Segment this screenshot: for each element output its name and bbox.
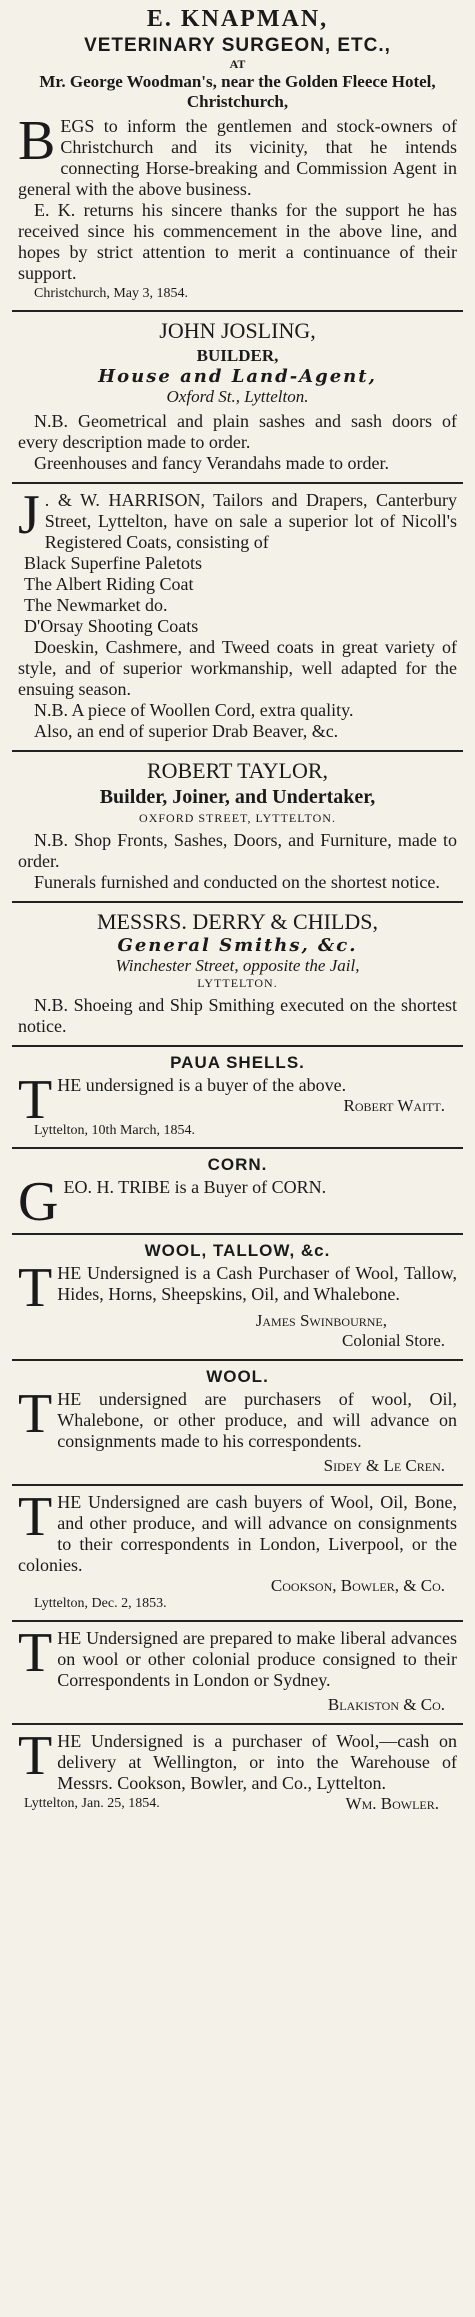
ad-paragraph: HE Undersigned is a Cash Purchaser of Wool, Tallow, Hides, Horns, Sheepskins, Oil, and Whalebone.: [57, 1263, 457, 1304]
ad-title: General Smiths, &c.: [117, 935, 358, 956]
ad-address: Oxford St., Lyttelton.: [166, 387, 309, 406]
ad-swinbourne: [12, 1241, 463, 1351]
ad-date: Christchurch, May 3, 1854.: [34, 286, 188, 301]
ad-heading: WOOL, TALLOW, &c.: [144, 1241, 331, 1260]
ad-name: MESSRS. DERRY & CHILDS,: [97, 909, 378, 934]
ad-paragraph: EO. H. TRIBE is a Buyer of CORN.: [63, 1177, 327, 1197]
ad-signature: Cookson, Bowler, & Co.: [270, 1576, 445, 1595]
ad-town: LYTTELTON.: [197, 976, 278, 990]
ad-paragraph: Also, an end of superior Drab Beaver, &c.: [34, 721, 339, 741]
list-item: D'Orsay Shooting Coats: [24, 616, 199, 636]
divider: [12, 750, 463, 752]
ad-harrison: [12, 484, 463, 742]
list-item: The Newmarket do.: [24, 595, 168, 615]
list-item: The Albert Riding Coat: [24, 574, 194, 594]
divider: [12, 310, 463, 312]
ad-name: JOHN JOSLING,: [159, 318, 316, 343]
drop-cap: T: [18, 1383, 53, 1445]
ad-paragraph: . & W. HARRISON, Tailors and Drapers, Canterbury Street, Lyttelton, have on sale a superior lot of Nicoll's Registered Coats, consisting of: [44, 490, 457, 552]
ad-derry-childs: [12, 909, 463, 1037]
drop-cap: T: [18, 1486, 53, 1548]
divider: [12, 482, 463, 484]
ad-paragraph: Greenhouses and fancy Verandahs made to order.: [34, 453, 390, 473]
ad-subtitle: House and Land-Agent,: [98, 366, 377, 387]
divider: [12, 1233, 463, 1235]
ad-paragraph: N.B. Shoeing and Ship Smithing executed on the shortest notice.: [18, 995, 457, 1036]
ad-title: VETERINARY SURGEON, ETC.,: [84, 35, 391, 56]
ad-heading: WOOL.: [206, 1367, 269, 1386]
ad-paragraph: N.B. A piece of Woollen Cord, extra quality.: [34, 700, 354, 720]
ad-blakiston: [12, 1622, 463, 1715]
ad-name: E. KNAPMAN,: [146, 6, 329, 32]
ad-title: BUILDER,: [196, 346, 279, 365]
divider: [12, 1359, 463, 1361]
ad-signature-line2: Colonial Store.: [342, 1331, 445, 1350]
ad-wm-bowler: [12, 1725, 463, 1814]
divider: [12, 1147, 463, 1149]
drop-cap: T: [18, 1257, 53, 1319]
coat-list: [18, 553, 457, 637]
ad-signature: Robert Waitt.: [343, 1096, 445, 1115]
ad-paragraph: HE undersigned is a buyer of the above.: [57, 1075, 347, 1095]
ad-paragraph: EGS to inform the gentlemen and stock-owners of Christchurch and its vicinity, that he intends connecting Horse-breaking and Commission Agent in general with the above business.: [18, 116, 457, 199]
ad-date: Lyttelton, Jan. 25, 1854.: [24, 1796, 160, 1811]
ad-paragraph: E. K. returns his sincere thanks for the support he has received since his commencement in the above line, and hopes by strict attention to merit a continuance of their support.: [18, 200, 457, 283]
ad-name: ROBERT TAYLOR,: [146, 758, 329, 783]
ad-paragraph: HE undersigned are purchasers of wool, Oil, Whalebone, or other produce, and will advance on consignments made to his correspondents.: [57, 1389, 457, 1451]
ad-paragraph: HE Undersigned are prepared to make liberal advances on wool or other colonial produce consigned to their Correspondents in London or Sydney.: [57, 1628, 457, 1690]
ad-taylor: [12, 758, 463, 893]
ad-address: Winchester Street, opposite the Jail,: [115, 956, 360, 975]
drop-cap: G: [18, 1171, 59, 1233]
ad-knapman: [12, 6, 463, 302]
ad-paragraph: HE Undersigned is a purchaser of Wool,—cash on delivery at Wellington, or into the Warehouse of Messrs. Cookson, Bowler, and Co., Lyttelton.: [57, 1731, 457, 1793]
drop-cap: J: [18, 484, 40, 546]
ad-signature: Sidey & Le Cren.: [323, 1456, 445, 1475]
divider: [12, 901, 463, 903]
ad-paua-shells: [12, 1053, 463, 1139]
drop-cap: B: [18, 110, 56, 172]
ad-heading: PAUA SHELLS.: [170, 1053, 305, 1072]
drop-cap: T: [18, 1622, 53, 1684]
ad-location: Mr. George Woodman's, near the Golden Fleece Hotel, Christchurch,: [39, 72, 436, 111]
ad-signature: Wm. Bowler.: [345, 1794, 439, 1813]
divider: [12, 1620, 463, 1622]
ad-paragraph: Doeskin, Cashmere, and Tweed coats in great variety of style, and of superior workmanship, well adapted for the ensuing season.: [18, 637, 457, 699]
ad-address: OXFORD STREET, LYTTELTON.: [139, 811, 336, 825]
ad-corn: [12, 1155, 463, 1233]
ad-josling: [12, 318, 463, 474]
divider: [12, 1484, 463, 1486]
ad-date: Lyttelton, 10th March, 1854.: [34, 1123, 195, 1138]
newspaper-column: [12, 0, 463, 1814]
ad-title: Builder, Joiner, and Undertaker,: [99, 786, 376, 808]
ad-heading: CORN.: [207, 1155, 268, 1174]
ad-signature: Blakiston & Co.: [327, 1695, 445, 1714]
ad-paragraph: N.B. Shop Fronts, Sashes, Doors, and Furniture, made to order.: [18, 830, 457, 871]
ad-paragraph: HE Undersigned are cash buyers of Wool, Oil, Bone, and other produce, and will advance on consignments to their correspondents in London, Liverpool, or the colonies.: [18, 1492, 457, 1575]
drop-cap: T: [18, 1069, 53, 1131]
ad-paragraph: N.B. Geometrical and plain sashes and sash doors of every description made to order.: [18, 411, 457, 452]
divider: [12, 1723, 463, 1725]
ad-signature: James Swinbourne,: [255, 1311, 387, 1330]
divider: [12, 1045, 463, 1047]
ad-at: AT: [229, 57, 246, 71]
drop-cap: T: [18, 1725, 53, 1787]
ad-sidey-le-cren: [12, 1367, 463, 1476]
ad-paragraph: Funerals furnished and conducted on the shortest notice.: [34, 872, 440, 892]
ad-cookson-bowler: [12, 1486, 463, 1612]
ad-date: Lyttelton, Dec. 2, 1853.: [34, 1596, 167, 1611]
list-item: Black Superfine Paletots: [24, 553, 202, 573]
